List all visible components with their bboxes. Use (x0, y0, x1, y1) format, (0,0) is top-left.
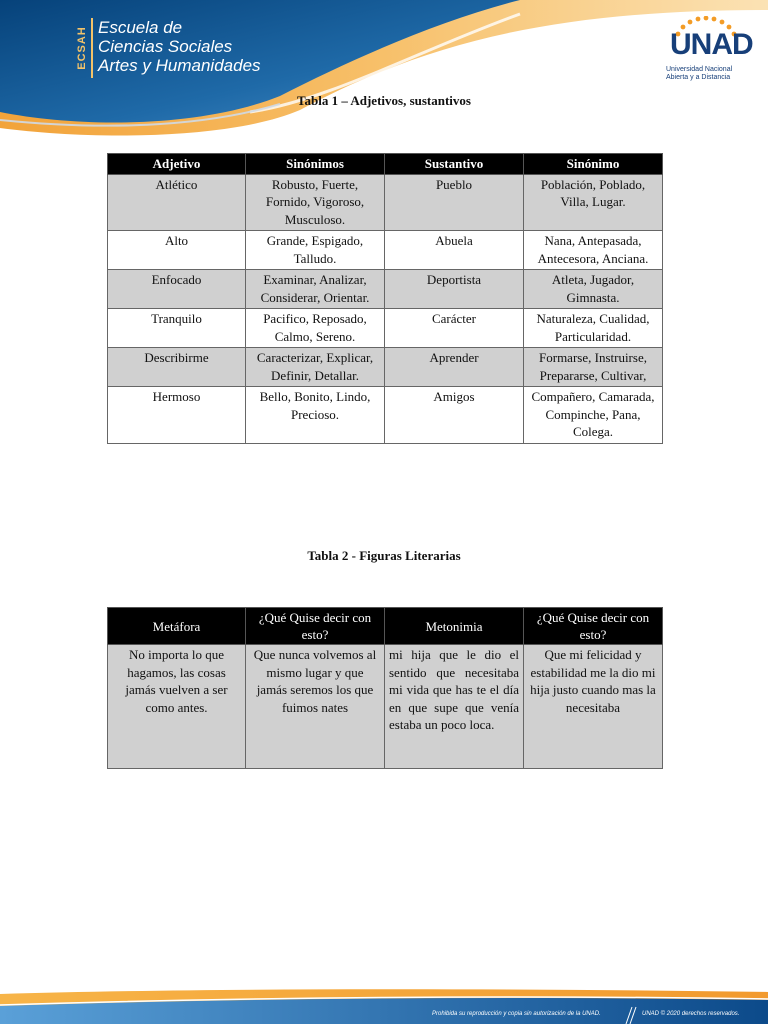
table-cell: Grande, Espigado, Talludo. (246, 231, 385, 270)
table-cell: Describirme (108, 348, 246, 387)
table-cell: Atlético (108, 174, 246, 231)
table-cell: Bello, Bonito, Lindo, Precioso. (246, 387, 385, 444)
table-cell: Nana, Antepasada, Antecesora, Anciana. (524, 231, 663, 270)
table-cell: Carácter (385, 309, 524, 348)
unad-wordmark: UNAD (670, 28, 753, 61)
table-cell: Pueblo (385, 174, 524, 231)
table-cell: Amigos (385, 387, 524, 444)
table-cell: Naturaleza, Cualidad, Particularidad. (524, 309, 663, 348)
table-cell: Aprender (385, 348, 524, 387)
table-row (108, 645, 663, 769)
column-header-que-quise-decir: ¿Qué Quise decir con esto? (524, 608, 663, 645)
table-cell: Tranquilo (108, 309, 246, 348)
table-cell: Alto (108, 231, 246, 270)
header-divider (91, 18, 94, 78)
table-row (108, 348, 663, 387)
table-cell: Caracterizar, Explicar, Definir, Detallar. (246, 348, 385, 387)
footer-rights: UNAD © 2020 derechos reservados. (642, 1011, 740, 1017)
table-cell: Enfocado (108, 270, 246, 309)
table-row (108, 270, 663, 309)
column-header-sustantivo: Sustantivo (385, 154, 524, 175)
table-row (108, 309, 663, 348)
table-cell: Población, Poblado, Villa, Lugar. (524, 174, 663, 231)
footer-copyright-notice: Prohibida su reproducción y copia sin autorización de la UNAD. (432, 1011, 601, 1017)
table2-caption: Tabla 2 - Figuras Literarias (307, 548, 461, 563)
table-cell: Atleta, Jugador, Gimnasta. (524, 270, 663, 309)
table-cell: Que nunca volvemos al mismo lugar y que jamás seremos los que fuimos nates (246, 645, 385, 769)
table-cell: Robusto, Fuerte, Fornido, Vigoroso, Musculoso. (246, 174, 385, 231)
column-header-metafora: Metáfora (108, 608, 246, 645)
table-adjetivos-sustantivos (107, 153, 663, 444)
column-header-sinonimo: Sinónimo (524, 154, 663, 175)
column-header-adjetivo: Adjetivo (108, 154, 246, 175)
table-cell: Compañero, Camarada, Compinche, Pana, Colega. (524, 387, 663, 444)
column-header-que-quise-decir: ¿Qué Quise decir con esto? (246, 608, 385, 645)
unad-subtitle: Universidad Nacional Abierta y a Distancia (666, 66, 733, 81)
ecsah-label: ECSAH (76, 26, 89, 70)
table-row (108, 387, 663, 444)
table-cell: Examinar, Analizar, Considerar, Orientar. (246, 270, 385, 309)
column-header-sinonimos: Sinónimos (246, 154, 385, 175)
table-cell: Que mi felicidad y estabilidad me la dio mi hija justo cuando mas la necesitaba (524, 645, 663, 769)
table-cell: mi hija que le dio el sentido que necesitaba mi vida que has te el día en que supe que venía estaba un poco loca. (385, 645, 524, 769)
table-cell: Abuela (385, 231, 524, 270)
school-title: Escuela de Ciencias Sociales Artes y Humanidades (98, 18, 261, 75)
table-cell: Deportista (385, 270, 524, 309)
table-cell: No importa lo que hagamos, las cosas jamás vuelven a ser como antes. (108, 645, 246, 769)
table-figuras-literarias (107, 607, 663, 769)
table-row (108, 174, 663, 231)
footer-banner (0, 988, 768, 1024)
table-cell: Pacifico, Reposado, Calmo, Sereno. (246, 309, 385, 348)
table-cell: Formarse, Instruirse, Prepararse, Cultivar, (524, 348, 663, 387)
table1-caption: Tabla 1 – Adjetivos, sustantivos (297, 93, 471, 108)
table-row (108, 231, 663, 270)
table-cell: Hermoso (108, 387, 246, 444)
column-header-metonimia: Metonimia (385, 608, 524, 645)
